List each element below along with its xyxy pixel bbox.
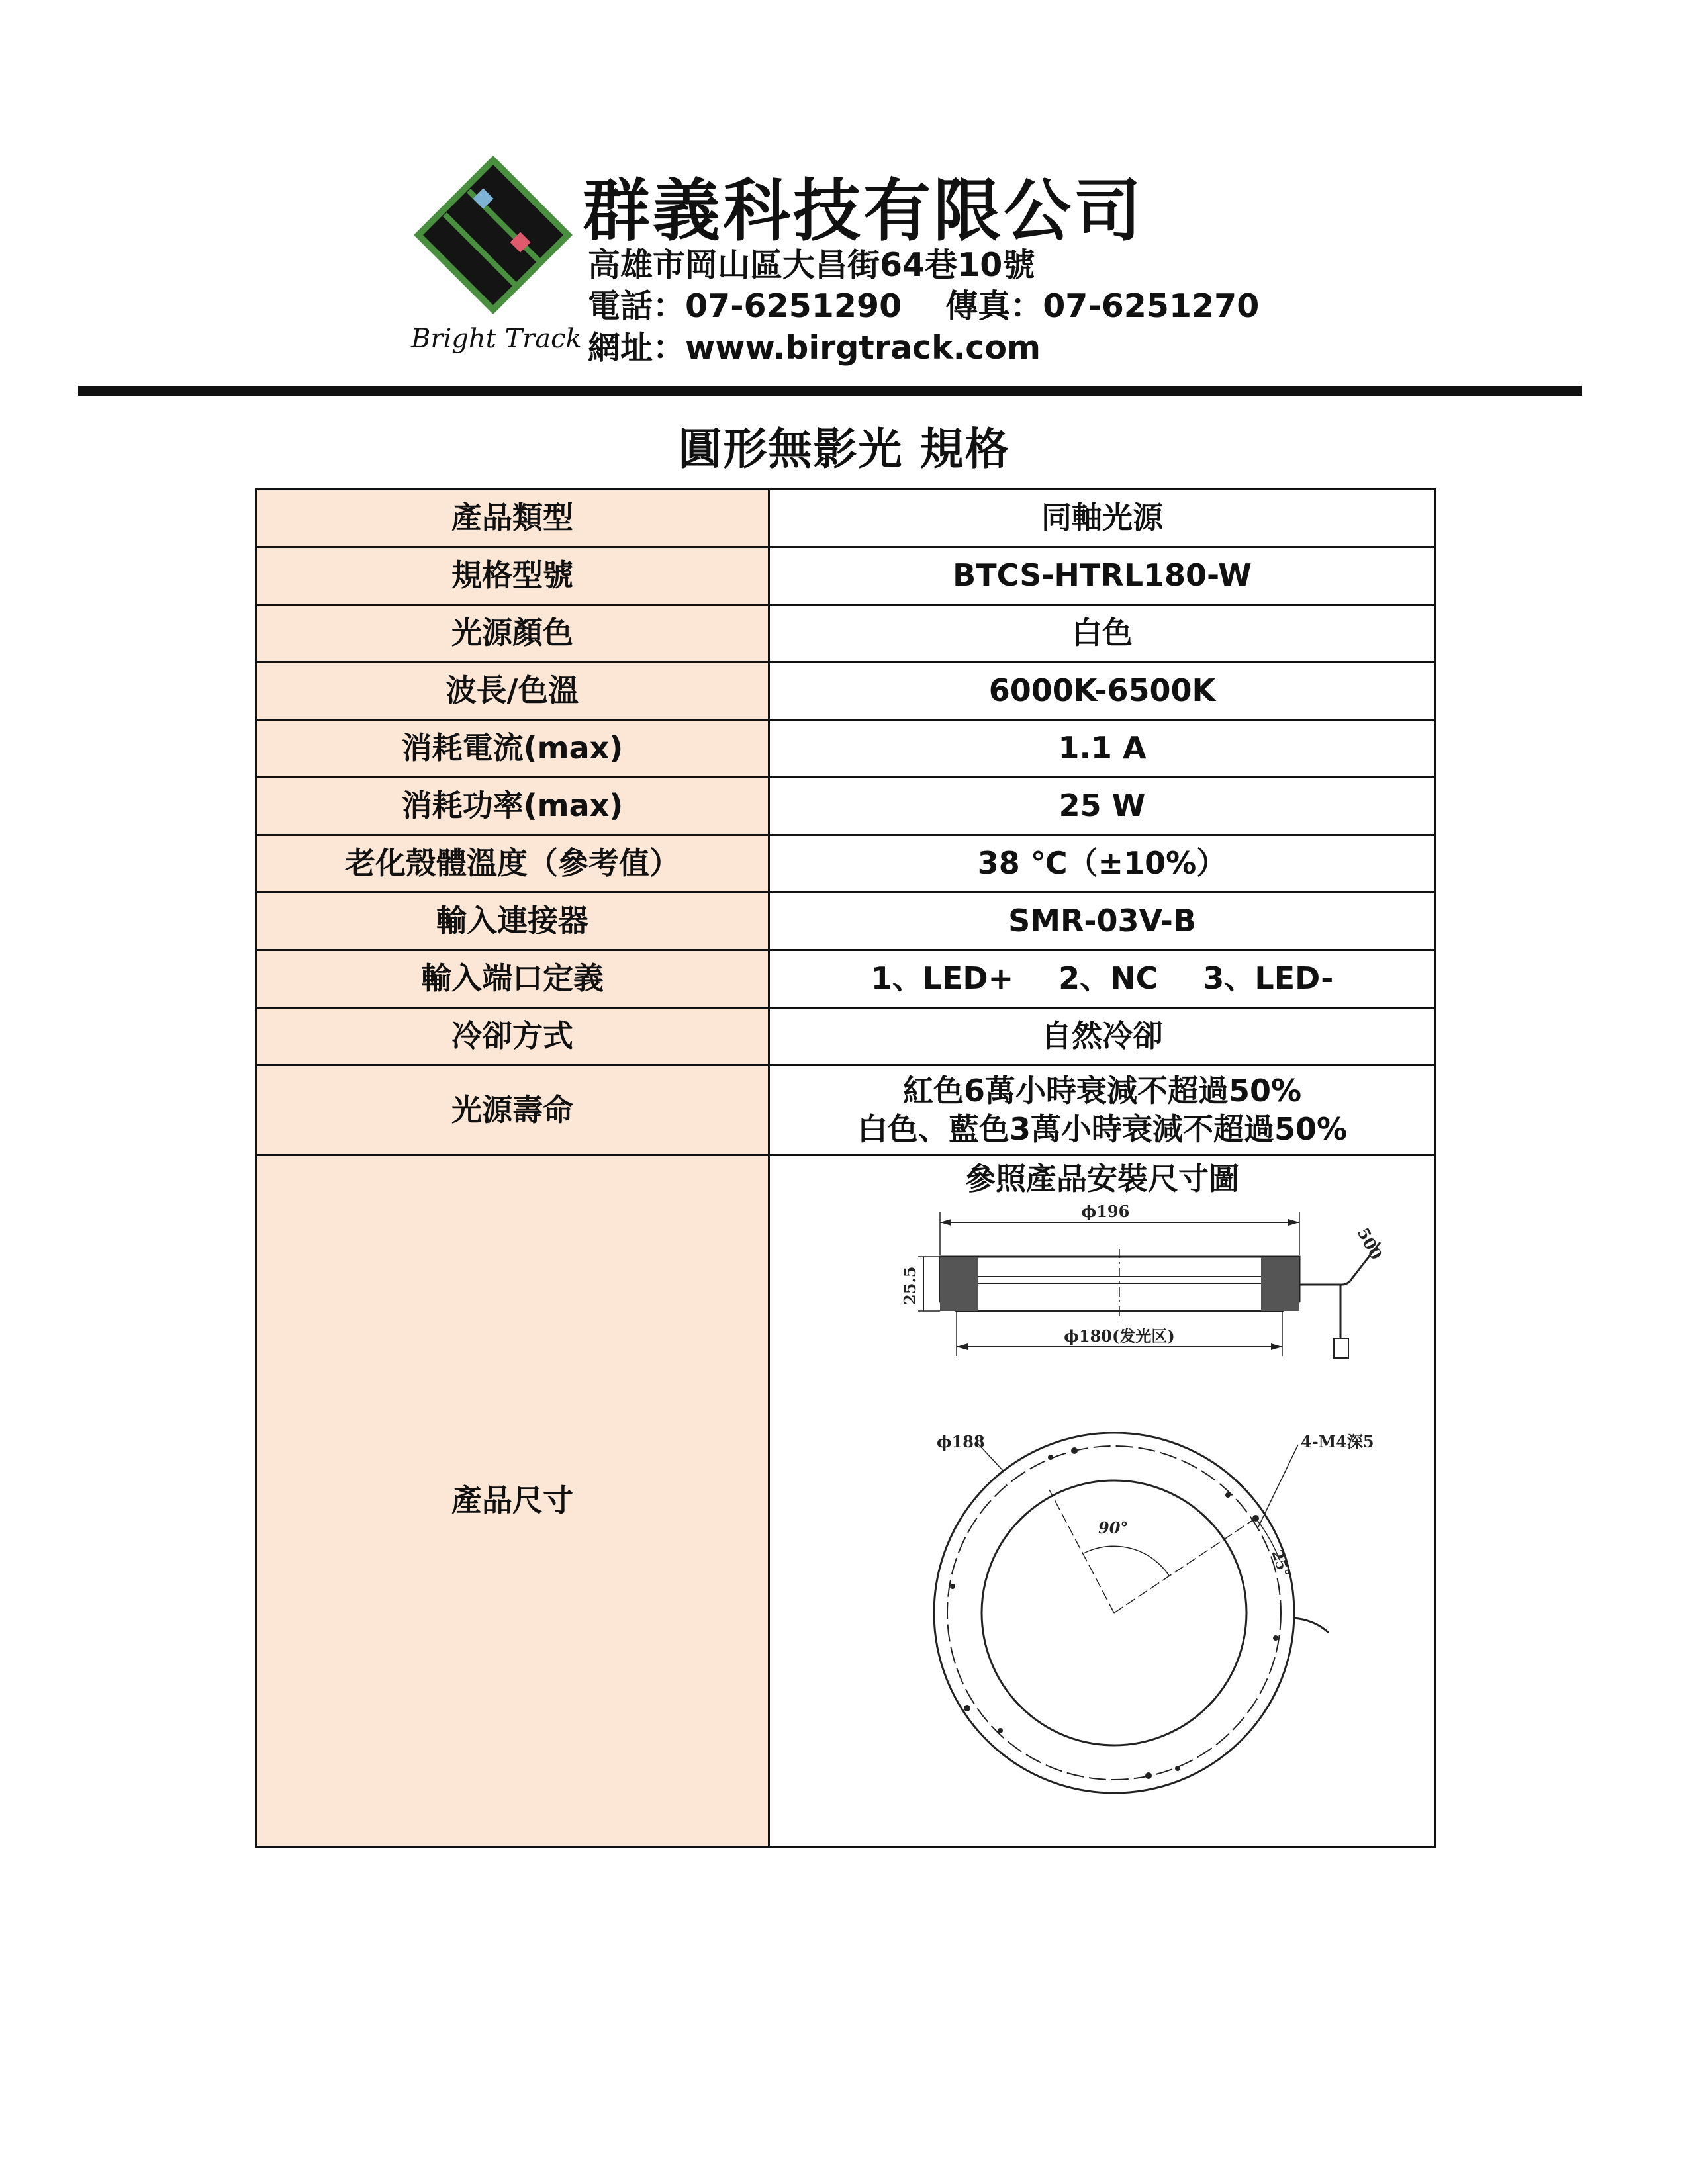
angle-arc-90 <box>1084 1546 1170 1576</box>
spec-value: 1.1 A <box>769 720 1436 778</box>
spec-value: 同軸光源 <box>769 490 1436 547</box>
spec-row <box>256 778 1436 835</box>
spec-value: 白色 <box>769 605 1436 662</box>
dim-height: 25.5 <box>900 1266 919 1305</box>
spec-row <box>256 893 1436 950</box>
port-2: 2、NC <box>1058 960 1158 997</box>
spec-row-life <box>256 1066 1436 1156</box>
spec-value-life <box>769 1066 1436 1156</box>
spec-value: BTCS-HTRL180-W <box>769 547 1436 605</box>
spec-row <box>256 835 1436 893</box>
logo-inner-diamond <box>423 165 563 305</box>
side-view-drawing <box>837 1201 1386 1368</box>
spec-value: SMR-03V-B <box>769 893 1436 950</box>
angle-ray <box>1049 1490 1114 1613</box>
spec-value: 自然冷卻 <box>769 1008 1436 1066</box>
spec-row <box>256 720 1436 778</box>
company-website: 網址：www.birgtrack.com <box>588 329 1041 367</box>
angle-offset: 25° <box>1268 1547 1293 1579</box>
ring-screw <box>1175 1766 1180 1771</box>
mount-hole <box>964 1705 970 1711</box>
spec-row <box>256 662 1436 720</box>
spec-label: 消耗電流(max) <box>256 720 769 778</box>
connector <box>1334 1338 1348 1358</box>
contact-phone-fax <box>588 281 1259 327</box>
life-line-1: 紅色6萬小時衰減不超過50% <box>902 1073 1302 1109</box>
ring-screw <box>950 1584 955 1589</box>
mount-hole <box>1071 1447 1078 1454</box>
dim-outer-diameter: ϕ196 <box>1081 1201 1130 1221</box>
ring-screw <box>1048 1455 1053 1460</box>
life-line-2: 白色、藍色3萬小時衰減不超過50% <box>857 1111 1348 1147</box>
spec-row-dimensions <box>256 1156 1436 1847</box>
cable <box>1293 1618 1329 1633</box>
angle-main: 90° <box>1098 1518 1129 1537</box>
phone-number: 電話：07-6251290 <box>588 287 902 325</box>
fax-number: 傳真：07-6251270 <box>945 287 1260 325</box>
spec-row-cooling <box>256 1008 1436 1066</box>
spec-label: 光源壽命 <box>256 1066 769 1156</box>
spec-row <box>256 547 1436 605</box>
dim-light-area: ϕ180(发光区) <box>1064 1326 1175 1345</box>
leader-line <box>976 1442 1003 1471</box>
spec-label: 產品尺寸 <box>256 1156 769 1847</box>
header-divider <box>78 386 1582 396</box>
spec-label: 消耗功率(max) <box>256 778 769 835</box>
spec-label: 光源顏色 <box>256 605 769 662</box>
spec-label: 冷卻方式 <box>256 1008 769 1066</box>
spec-value: 6000K-6500K <box>769 662 1436 720</box>
dimension-drawing-cell <box>769 1156 1436 1847</box>
company-logo <box>407 149 592 361</box>
drawing-caption: 參照產品安裝尺寸圖 <box>965 1161 1239 1197</box>
ring-screw <box>998 1728 1003 1733</box>
spec-row <box>256 605 1436 662</box>
mount-hole <box>1145 1772 1152 1779</box>
spec-label: 波長/色溫 <box>256 662 769 720</box>
dim-mount-diameter: ϕ188 <box>937 1432 985 1451</box>
angle-ray <box>1114 1518 1256 1613</box>
spec-row <box>256 490 1436 547</box>
letterhead <box>0 0 1688 397</box>
spec-label: 規格型號 <box>256 547 769 605</box>
ring-left-knurl <box>940 1257 978 1311</box>
spec-label: 輸入連接器 <box>256 893 769 950</box>
arrowhead <box>1288 1219 1299 1226</box>
spec-label: 輸入端口定義 <box>256 950 769 1008</box>
company-address: 高雄市岡山區大昌街64巷10號 <box>588 246 1035 284</box>
spec-row-ports <box>256 950 1436 1008</box>
arrowhead <box>940 1219 951 1226</box>
port-3: 3、LED- <box>1203 960 1334 997</box>
spec-label: 產品類型 <box>256 490 769 547</box>
dim-holes: 4-M4深5 <box>1301 1432 1374 1451</box>
spec-table <box>255 488 1436 1848</box>
ring-right-knurl <box>1261 1257 1299 1311</box>
logo-wordmark: Bright Track <box>411 324 582 354</box>
document-title: 圓形無影光 規格 <box>678 424 1010 475</box>
spec-label: 老化殼體溫度（參考值） <box>256 835 769 893</box>
top-view-drawing <box>837 1401 1374 1811</box>
arrowhead <box>1271 1343 1282 1350</box>
spec-value: 38 ℃（±10%） <box>769 835 1436 893</box>
spec-value-ports <box>769 950 1436 1008</box>
ring-screw <box>1225 1492 1231 1498</box>
ring-screw <box>1273 1635 1278 1641</box>
arrowhead <box>957 1343 968 1350</box>
port-1: 1、LED+ <box>870 960 1014 997</box>
company-name: 群義科技有限公司 <box>583 172 1144 251</box>
dim-cable-length: 500 <box>1353 1224 1386 1263</box>
spec-value: 25 W <box>769 778 1436 835</box>
